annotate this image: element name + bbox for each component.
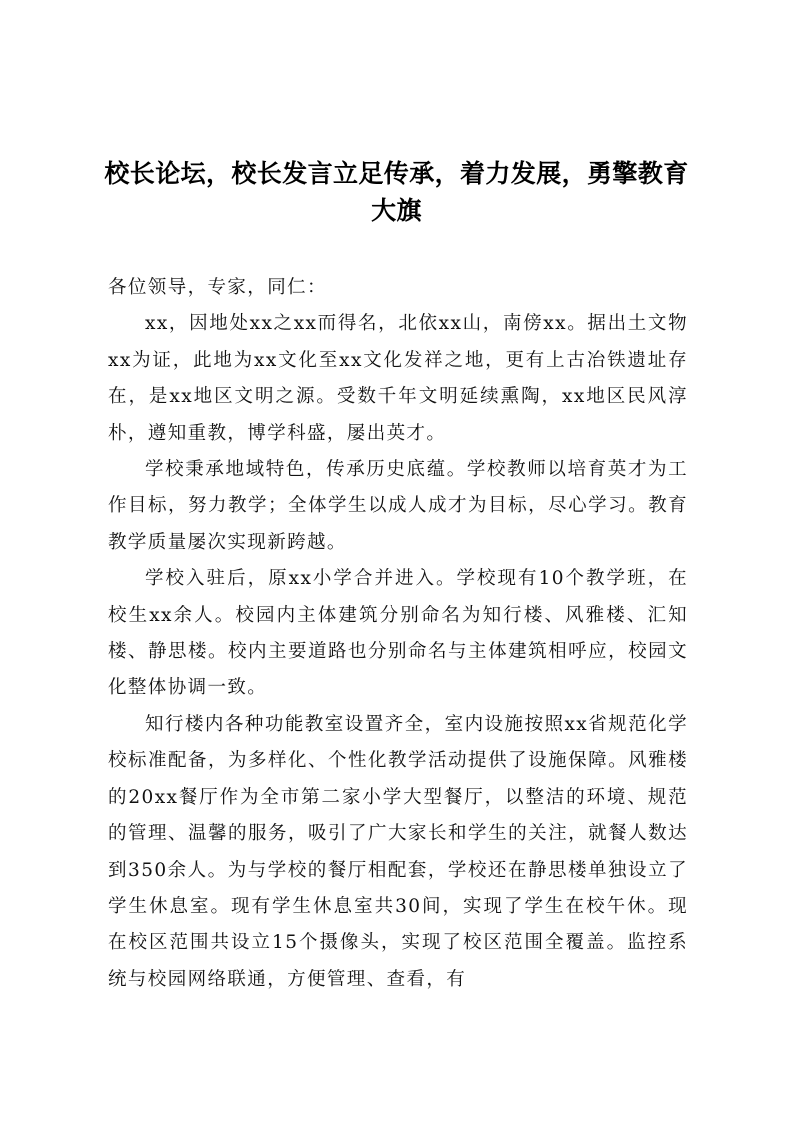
document-title: 校长论坛，校长发言立足传承，着力发展，勇擎教育大旗 bbox=[104, 159, 689, 225]
paragraph-facilities: 知行楼内各种功能教室设置齐全，室内设施按照xx省规范化学校标准配备，为多样化、个性化教学活动提供了设施保障。风雅楼的20xx餐厅作为全市第二家小学大型餐厅，以整洁的环境、规范的管理、温馨的服务，吸引了广大家长和学生的关注，就餐人数达到350余人。为与学校的餐厅相配套，学校还在静思楼单独设立了学生休息室。现有学生休息室共30间，实现了学生在校午休。现在校区范围共设立15个摄像头，实现了校区范围全覆盖。监控系统与校园网络联通，方便管理、查看，有 bbox=[108, 713, 688, 990]
paragraph-history: xx，因地处xx之xx而得名，北依xx山，南傍xx。据出土文物xx为证，此地为xx文化至xx文化发祥之地，更有上古冶铁遗址存在，是xx地区文明之源。受数千年文明延续熏陶，xx地区民风淳朴，遵知重教，博学科盛，屡出英才。 bbox=[108, 313, 688, 444]
paragraph-tradition: 学校秉承地域特色，传承历史底蕴。学校教师以培育英才为工作目标，努力教学；全体学生以成人成才为目标，尽心学习。教育教学质量屡次实现新跨越。 bbox=[108, 459, 688, 553]
salutation: 各位领导，专家，同仁： bbox=[108, 277, 327, 298]
document-body bbox=[108, 270, 688, 998]
paragraph-school-overview: 学校入驻后，原xx小学合并进入。学校现有10个教学班，在校生xx余人。校园内主体建筑分别命名为知行楼、风雅楼、汇知楼、静思楼。校内主要道路也分别命名与主体建筑相呼应，校园文化整体协调一致。 bbox=[108, 568, 688, 699]
